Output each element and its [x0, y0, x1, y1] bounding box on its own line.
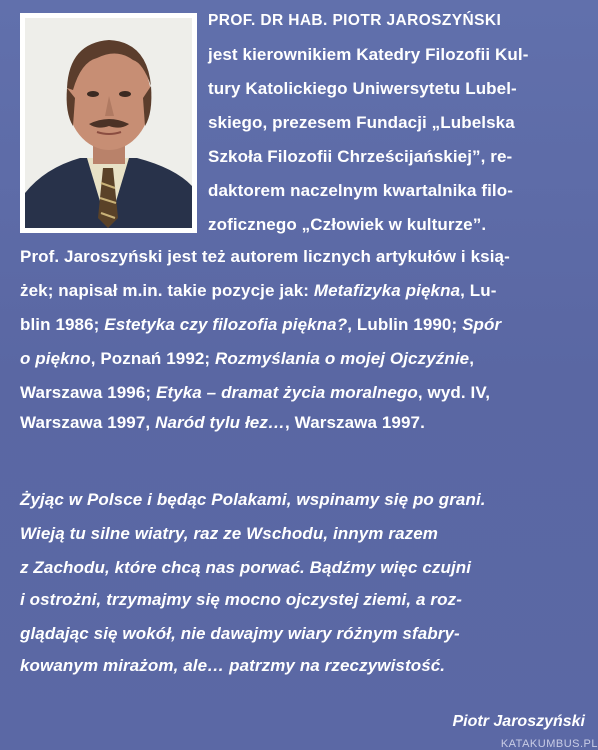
quote-line: z Zachodu, które chcą nas porwać. Bądźmy więc czujni: [20, 558, 472, 577]
bio-text: , Warszawa 1997.: [285, 413, 425, 432]
bio-text: , Poznań 1992;: [90, 349, 216, 368]
bio-line: jest kierownikiem Katedry Filozofii Kul-: [208, 45, 529, 64]
quote-line: i ostrożni, trzymajmy się mocno ojczystej ziemi, a roz-: [20, 590, 462, 609]
bio-text: , Lu-: [460, 281, 497, 300]
bio-text: żek; napisał m.in. takie pozycje jak:: [20, 281, 314, 300]
bio-line: [20, 315, 501, 335]
bio-line: skiego, prezesem Fundacji „Lubelska: [208, 113, 515, 132]
bio-line: [20, 281, 497, 301]
bio-line: [20, 349, 474, 369]
quote-line: Wieją tu silne wiatry, raz ze Wschodu, innym razem: [20, 524, 438, 543]
bio-text: Warszawa 1996;: [20, 383, 156, 402]
bio-text: blin 1986;: [20, 315, 105, 334]
book-title: o piękno: [20, 349, 91, 368]
bio-line: Prof. Jaroszyński jest też autorem licznych artykułów i ksią-: [20, 247, 510, 266]
bio-text: , wyd. IV,: [417, 383, 491, 402]
bio-text: ,: [469, 349, 475, 368]
bio-text: , Lublin 1990;: [347, 315, 463, 334]
author-heading: PROF. DR HAB. PIOTR JAROSZYŃSKI: [208, 12, 502, 29]
book-title: Naród tylu łez…: [155, 413, 286, 432]
bio-line: daktorem naczelnym kwartalnika filo-: [208, 181, 513, 200]
quote-line: kowanym mirażom, ale… patrzmy na rzeczywistość.: [20, 656, 446, 675]
book-title: Rozmyślania o mojej Ojczyźnie: [215, 349, 470, 368]
signature: Piotr Jaroszyński: [452, 713, 585, 730]
quote-line: glądając się wokół, nie dawajmy wiary różnym sfabry-: [20, 624, 460, 643]
author-photo: [25, 18, 192, 228]
bio-line: [20, 413, 425, 433]
book-title: Metafizyka piękna: [313, 281, 461, 300]
bio-text: Warszawa 1997,: [20, 413, 156, 432]
bio-line: [20, 383, 490, 403]
book-title: Etyka – dramat życia moralnego: [156, 383, 418, 402]
watermark: KATAKUMBUS.PL: [500, 738, 598, 750]
book-title: Estetyka czy filozofia piękna?: [104, 315, 348, 334]
bio-line: tury Katolickiego Uniwersytetu Lubel-: [208, 79, 517, 98]
author-photo-frame: [20, 13, 197, 233]
quote-line: Żyjąc w Polsce i będąc Polakami, wspinamy się po grani.: [20, 490, 486, 509]
book-title: Spór: [462, 315, 502, 334]
bio-line: Szkoła Filozofii Chrześcijańskiej”, re-: [208, 147, 513, 166]
bio-line: zoficznego „Człowiek w kulturze”.: [208, 215, 487, 234]
